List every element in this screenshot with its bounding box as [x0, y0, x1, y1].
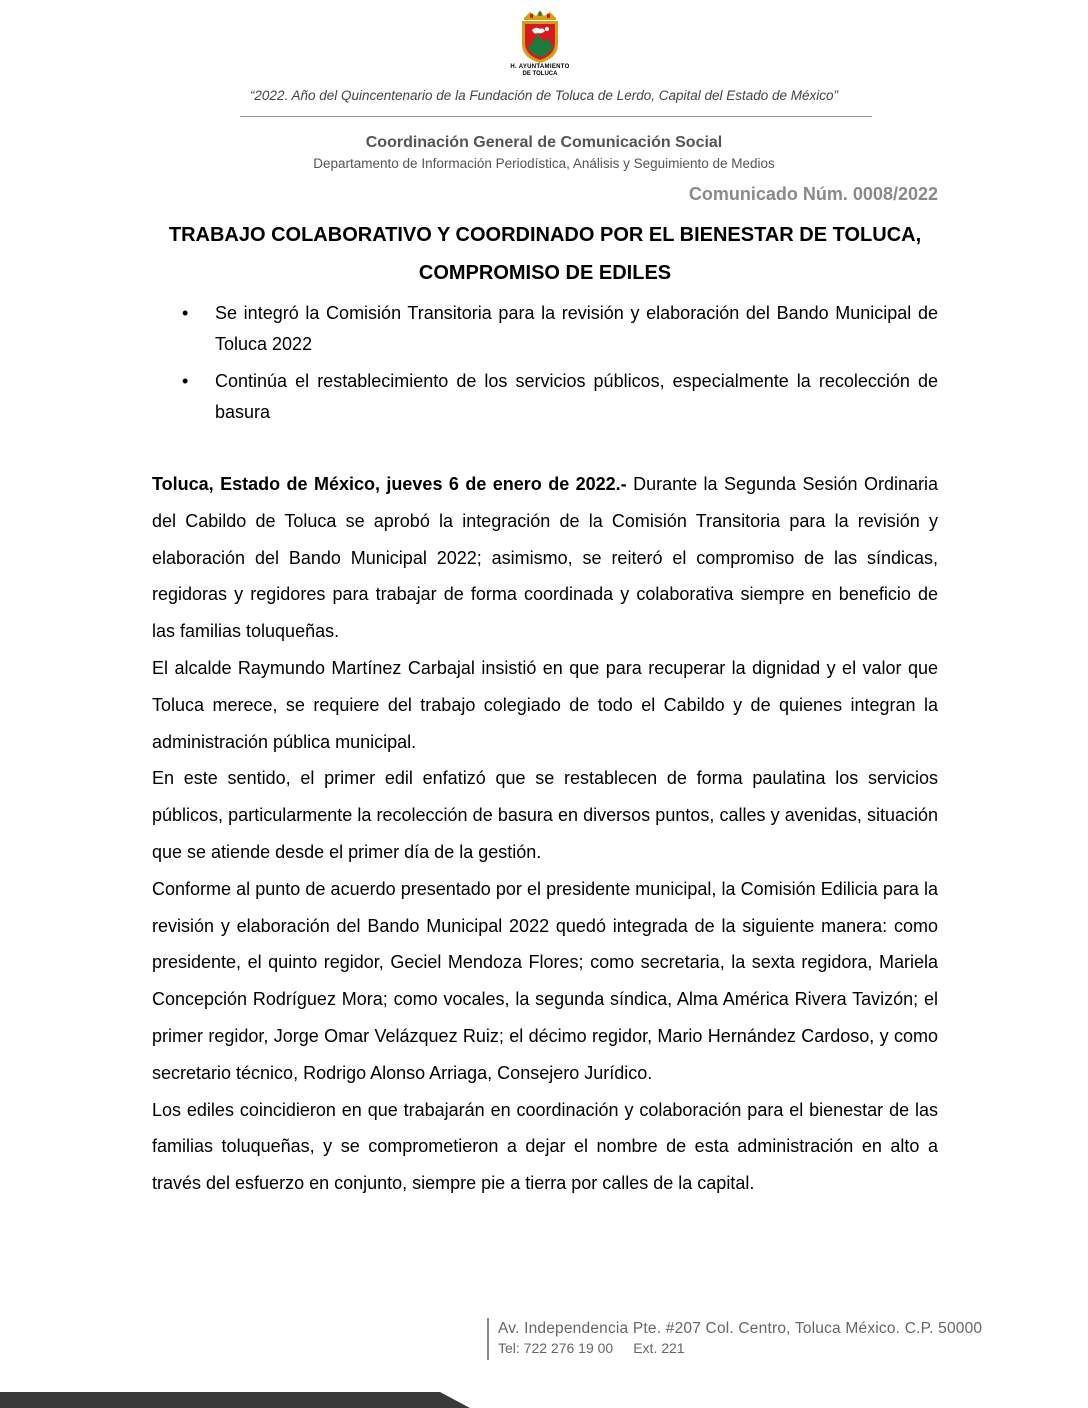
municipal-seal — [502, 8, 578, 84]
annual-motto: “2022. Año del Quincentenario de la Fundación de Toluca de Lerdo, Capital del Estado de México” — [249, 88, 839, 103]
seal-label-line2: DE TOLUCA — [522, 71, 558, 77]
footer-contact — [498, 1340, 685, 1356]
highlights-list — [152, 298, 938, 434]
press-release-headline: TRABAJO COLABORATIVO Y COORDINADO POR EL BIENESTAR DE TOLUCA, COMPROMISO DE EDILES — [168, 224, 922, 284]
footer-divider — [487, 1318, 489, 1360]
body-paragraph: Conforme al punto de acuerdo presentado por el presidente municipal, la Comisión Edilicia para la revisión y elaboración del Bando Municipal 2022 quedó integrada de la siguiente manera: como presidente, el quinto regidor, Geciel Mendoza Flores; como secretaria, la sexta regidora, Mariela Concepción Rodríguez Mora; como vocales, la segunda síndica, Alma América Rivera Tavizón; el primer regidor, Jorge Omar Velázquez Ruiz; el décimo regidor, Mario Hernández Cardoso, y como secretario técnico, Rodrigo Alonso Arriaga, Consejero Jurídico. — [152, 878, 938, 1083]
body-paragraph: En este sentido, el primer edil enfatizó que se restablecen de forma paulatina los servicios públicos, particularmente la recolección de basura en diversos puntos, calles y avenidas, situación que se atiende desde el primer día de la gestión. — [152, 768, 938, 862]
bulletin-number: Comunicado Núm. 0008/2022 — [688, 184, 938, 204]
toluca-coat-of-arms-icon — [518, 8, 562, 64]
footer-phone: Tel: 722 276 19 00 — [498, 1340, 614, 1356]
header-divider — [240, 116, 872, 117]
highlight-text: Se integró la Comisión Transitoria para la revisión y elaboración del Bando Municipal de Toluca 2022 — [215, 303, 938, 354]
department-subtitle: Departamento de Información Periodística, Análisis y Seguimiento de Medios — [313, 156, 775, 171]
highlight-text: Continúa el restablecimiento de los servicios públicos, especialmente la recolección de basura — [215, 371, 938, 422]
seal-label-line1: H. AYUNTAMIENTO — [510, 64, 570, 70]
paragraph-text: Durante la Segunda Sesión Ordinaria del Cabildo de Toluca se aprobó la integración de la Comisión Transitoria para la revisión y elaboración del Bando Municipal 2022; asimismo, se reiteró el compromiso de las síndicas, regidoras y regidores para trabajar de forma coordinada y colaborativa siempre en beneficio de las familias toluqueñas. — [152, 474, 938, 642]
body-paragraph: El alcalde Raymundo Martínez Carbajal insistió en que para recuperar la dignidad y el valor que Toluca merece, se requiere del trabajo colegiado de todo el Cabildo y de quienes integran la administración pública municipal. — [152, 657, 938, 752]
press-release-body — [152, 466, 938, 1202]
body-paragraph — [152, 466, 938, 650]
footer-band — [0, 1386, 470, 1408]
highlight-item — [152, 366, 938, 428]
footer-address: Av. Independencia Pte. #207 Col. Centro, Toluca México. C.P. 50000 — [498, 1320, 983, 1337]
department-title: Coordinación General de Comunicación Social — [365, 134, 723, 151]
bullet-icon: • — [182, 303, 189, 323]
highlight-item — [152, 298, 938, 360]
body-paragraph: Los ediles coincidieron en que trabajarán en coordinación y colaboración para el bienestar de las familias toluqueñas, y se comprometieron a dejar el nombre de esta administración en alto a través del esfuerzo en conjunto, siempre pie a tierra por calles de la capital. — [152, 1099, 938, 1194]
dateline: Toluca, Estado de México, jueves 6 de enero de 2022.- — [152, 474, 627, 494]
footer-extension: Ext. 221 — [633, 1340, 685, 1356]
bullet-icon: • — [182, 371, 189, 391]
